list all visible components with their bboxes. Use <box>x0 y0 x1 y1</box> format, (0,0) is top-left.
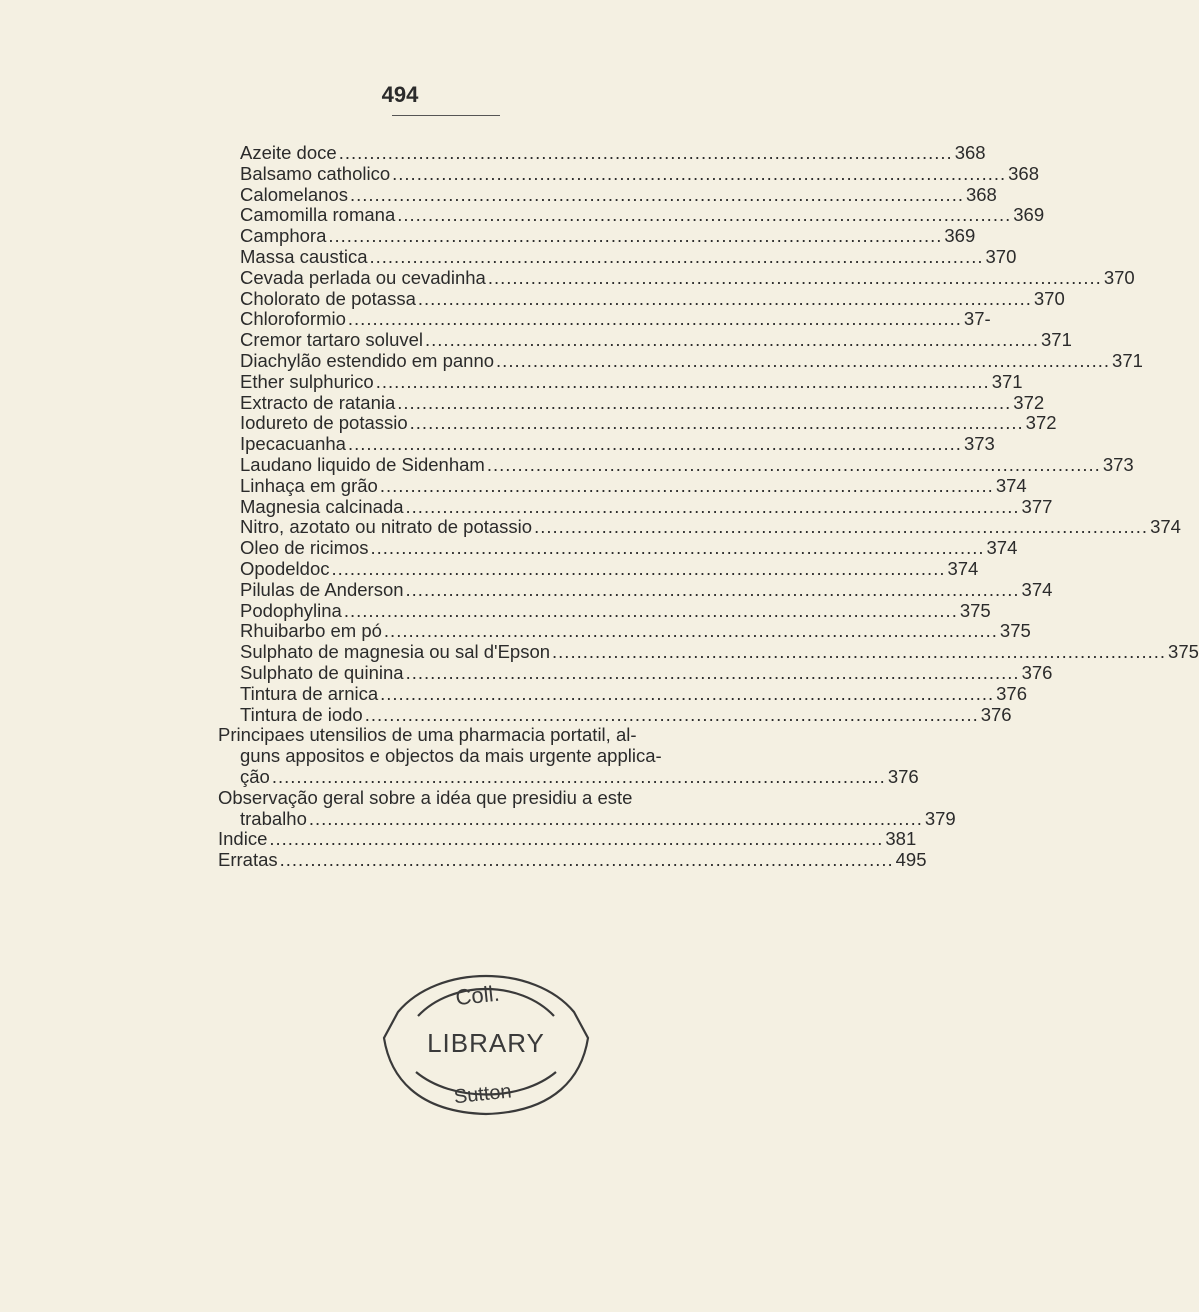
toc-entry-page: 376 <box>980 703 1012 725</box>
toc-entry-page: 371 <box>991 370 1023 392</box>
toc-entry <box>240 329 1072 351</box>
toc-entry <box>240 350 1143 372</box>
toc-entry-label: Linhaça em grão <box>240 474 378 496</box>
toc-entry-line: guns appositos e objectos da mais urgente applica- <box>240 745 662 767</box>
toc-entry-leader: .................................................................................................... <box>534 516 1149 538</box>
toc-entry-page: 377 <box>1021 495 1053 517</box>
toc-entry-page: 369 <box>1013 204 1045 226</box>
toc-entry-leader: .................................................................................................... <box>347 433 962 455</box>
toc-entry-leader: .................................................................................................... <box>279 849 894 871</box>
toc-entry <box>240 287 1065 310</box>
toc-entry-leader: .................................................................................................... <box>338 142 953 163</box>
toc-entry-label: Calomelanos <box>240 183 348 205</box>
toc-entry-page: 372 <box>1013 391 1045 413</box>
toc-entry-leader: .................................................................................................... <box>349 183 964 205</box>
toc-entry-page: 374 <box>947 558 979 579</box>
toc-entry-line: Observação geral sobre a idéa que presidiu a este <box>218 786 633 808</box>
toc-entry <box>240 183 997 206</box>
toc-entry-label: Chloroformio <box>240 308 346 330</box>
toc-entry <box>240 641 1199 663</box>
toc-entry-leader: .................................................................................................... <box>343 599 958 621</box>
toc-entry-leader: .................................................................................................... <box>379 474 994 496</box>
toc-entry-label: Cevada perlada ou cevadinha <box>240 266 486 288</box>
toc-entry-leader: .................................................................................................... <box>425 329 1040 351</box>
toc-entry-page: 375 <box>1168 641 1199 663</box>
toc-entry-label: Iodureto de potassio <box>240 412 408 434</box>
toc-entry-page: 374 <box>1150 516 1181 538</box>
toc-entry-page: 376 <box>996 682 1028 704</box>
toc-entry-page: 37- <box>963 308 991 330</box>
toc-entry-label: Magnesia calcinada <box>240 495 404 517</box>
toc-entry-page: 374 <box>1021 578 1053 600</box>
toc-entry-leader: .................................................................................................... <box>405 495 1020 517</box>
toc-entry <box>240 578 1053 601</box>
toc-entry-label: Sulphato de quinina <box>240 662 404 683</box>
toc-entry <box>240 682 1028 705</box>
toc-entry-label: Pilulas de Anderson <box>240 578 404 600</box>
stamp-library-text: LIBRARY <box>427 1028 545 1058</box>
toc-entry-leader: .................................................................................................... <box>331 558 946 579</box>
page-number-rule <box>392 115 500 116</box>
toc-entry-label: Rhuibarbo em pó <box>240 620 382 642</box>
toc-entry-leader: .................................................................................................... <box>397 391 1012 413</box>
toc-entry-leader: .................................................................................................... <box>417 287 1032 309</box>
toc-entry <box>240 807 956 830</box>
toc-entry-leader: .................................................................................................... <box>405 578 1020 600</box>
toc-entry <box>240 454 1134 476</box>
toc-entry-leader: .................................................................................................... <box>364 703 979 725</box>
toc-entry-label: Tintura de arnica <box>240 682 379 704</box>
toc-entry-label: Azeite doce <box>240 142 337 163</box>
toc-entry-leader: .................................................................................................... <box>486 454 1101 475</box>
toc-entry-page: 373 <box>1102 454 1134 475</box>
toc-entry-leader: .................................................................................................... <box>397 204 1012 226</box>
toc-entry-page: 370 <box>1103 266 1135 288</box>
toc-entry-page: 376 <box>1021 662 1053 683</box>
library-stamp <box>368 960 604 1118</box>
toc-entry-label: Massa caustica <box>240 246 368 267</box>
toc-entry <box>240 433 995 455</box>
toc-entry <box>240 516 1181 538</box>
toc-entry-label: Sulphato de magnesia ou sal d'Epson <box>240 641 551 663</box>
toc-entry-leader: .................................................................................................... <box>383 620 998 642</box>
toc-entry <box>240 495 1053 518</box>
toc-entry-leader: .................................................................................................... <box>409 412 1024 434</box>
toc-entry-leader: .................................................................................................... <box>552 641 1167 663</box>
toc-entry-label: ção <box>240 766 270 787</box>
toc-entry <box>218 849 927 871</box>
toc-entry <box>240 412 1057 434</box>
toc-entry-page: 368 <box>1008 162 1040 184</box>
toc-entry-label: Podophylina <box>240 599 342 621</box>
toc-entry <box>240 370 1023 393</box>
toc-entry-page: 495 <box>895 849 927 871</box>
toc-entry <box>240 766 919 788</box>
toc-entry-leader: .................................................................................................... <box>328 225 943 247</box>
toc-entry-leader: .................................................................................................... <box>392 162 1007 184</box>
toc-entry-leader: .................................................................................................... <box>380 682 995 704</box>
toc-entry-page: 368 <box>965 183 997 205</box>
toc-entry <box>240 474 1027 497</box>
toc-entry-page: 374 <box>986 537 1018 559</box>
toc-entry <box>240 246 1017 268</box>
toc-entry-label: Camomilla romana <box>240 204 396 226</box>
toc-entry-label: Ether sulphurico <box>240 370 374 392</box>
toc-entry <box>240 599 991 622</box>
toc-entry-leader: .................................................................................................... <box>370 537 985 559</box>
toc-entry-leader: .................................................................................................... <box>496 350 1111 371</box>
toc-entry <box>240 391 1045 414</box>
toc-entry-page: 372 <box>1025 412 1057 434</box>
stamp-bottom-arc-text: Sutton <box>452 1080 513 1109</box>
toc-entry-label: Nitro, azotato ou nitrato de potassio <box>240 516 533 538</box>
toc-entry <box>240 537 1018 559</box>
toc-entry <box>218 828 917 850</box>
toc-entry <box>240 703 1012 726</box>
toc-entry-label: Balsamo catholico <box>240 162 391 184</box>
toc-entry-line: Principaes utensilios de uma pharmacia portatil, al- <box>218 724 637 746</box>
toc-entry-label: Extracto de ratania <box>240 391 396 413</box>
toc-entry-label: Erratas <box>218 849 278 871</box>
toc-entry-label: Opodeldoc <box>240 558 330 579</box>
toc-entry <box>240 266 1135 289</box>
toc-entry <box>240 204 1045 226</box>
toc-entry <box>240 558 979 580</box>
toc-entry-label: Oleo de ricimos <box>240 537 369 559</box>
toc-entry-page: 373 <box>963 433 995 455</box>
toc-entry-leader: .................................................................................................... <box>405 662 1020 683</box>
toc-entry-label: Indice <box>218 828 268 850</box>
toc-entry-label: Tintura de iodo <box>240 703 363 725</box>
toc-entry-leader: .................................................................................................... <box>308 807 923 829</box>
toc-entry-page: 375 <box>959 599 991 621</box>
page-number: 494 <box>381 82 419 107</box>
toc-entry <box>240 620 1031 642</box>
toc-entry-leader: .................................................................................................... <box>271 766 886 787</box>
toc-entry-page: 371 <box>1112 350 1143 371</box>
toc-entry-leader: .................................................................................................... <box>369 246 984 267</box>
toc-entry <box>240 308 991 330</box>
toc-entry-page: 376 <box>887 766 919 787</box>
toc-entry-page: 370 <box>1033 287 1065 309</box>
toc-entry-page: 375 <box>999 620 1031 642</box>
toc-entry-label: trabalho <box>240 807 307 829</box>
toc-entry-label: Diachylão estendido em panno <box>240 350 495 371</box>
toc-entry-label: Cremor tartaro soluvel <box>240 329 424 351</box>
toc-entry <box>240 142 986 164</box>
toc-entry-leader: .................................................................................................... <box>375 370 990 392</box>
toc-entry <box>240 662 1053 684</box>
toc-entry-page: 370 <box>985 246 1017 267</box>
toc-entry <box>240 162 1040 185</box>
toc-entry-page: 368 <box>954 142 986 163</box>
toc-entry-label: Cholorato de potassa <box>240 287 416 309</box>
toc-entry-page: 369 <box>944 225 976 247</box>
toc-entry-leader: .................................................................................................... <box>487 266 1102 288</box>
toc-entry-page: 374 <box>995 474 1027 496</box>
toc-entry-leader: .................................................................................................... <box>347 308 962 330</box>
stamp-top-arc-text: Coll. <box>454 980 501 1011</box>
toc-entry-page: 379 <box>924 807 956 829</box>
toc-entry-label: Camphora <box>240 225 327 247</box>
toc-entry-page: 371 <box>1041 329 1072 351</box>
toc-entry-label: Ipecacuanha <box>240 433 346 455</box>
toc-entry-page: 381 <box>885 828 917 850</box>
toc-entry-leader: .................................................................................................... <box>269 828 884 850</box>
toc-entry <box>240 225 976 247</box>
toc-entry-label: Laudano liquido de Sidenham <box>240 454 485 475</box>
